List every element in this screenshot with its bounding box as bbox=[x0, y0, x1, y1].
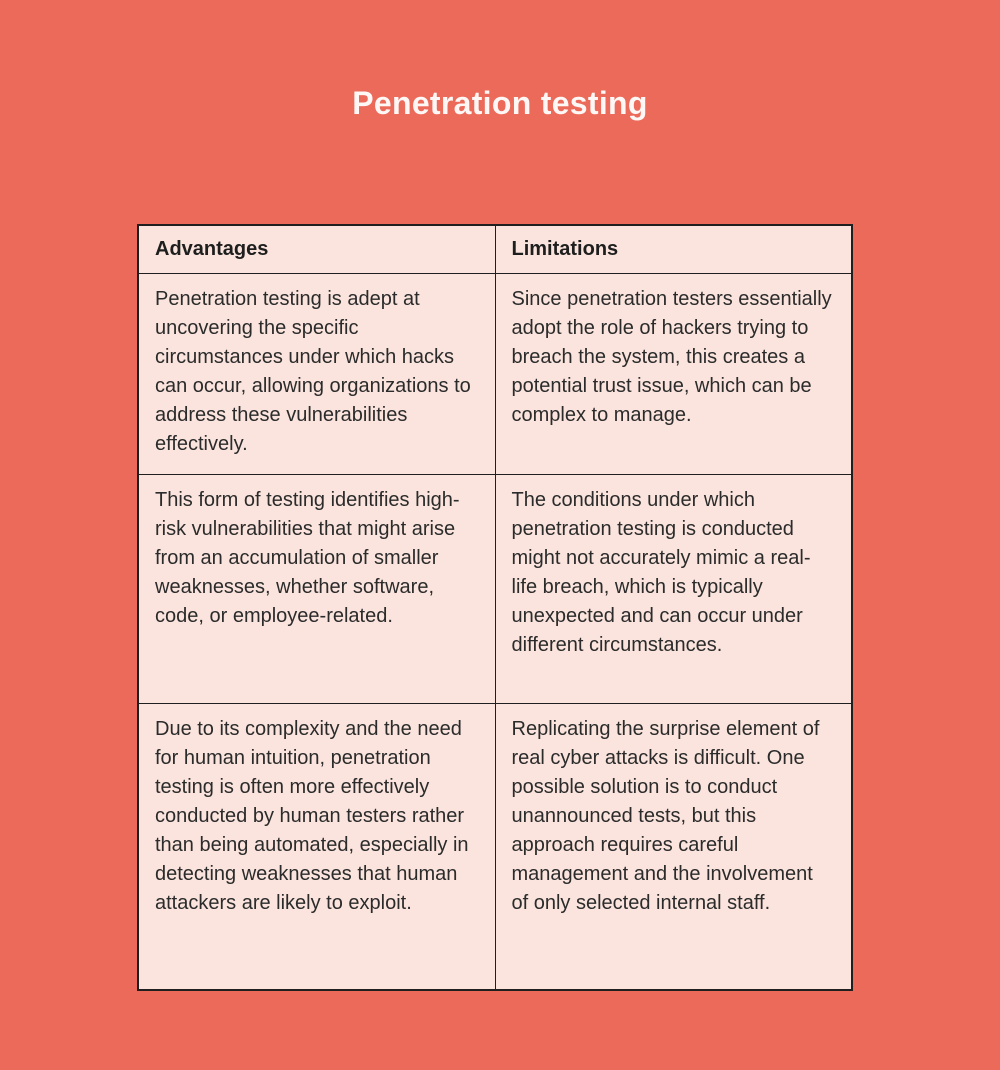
table-row bbox=[138, 273, 852, 474]
comparison-table bbox=[137, 224, 853, 991]
limitations-cell-3: Replicating the surprise element of real cyber attacks is difficult. One possible solution is to conduct unannounced tests, but this approach requires careful management and the involvement of only selected internal staff. bbox=[495, 703, 852, 990]
advantages-cell-3: Due to its complexity and the need for human intuition, penetration testing is often more effectively conducted by human testers rather than being automated, especially in detecting weaknesses that human attackers are likely to exploit. bbox=[138, 703, 495, 990]
column-header-limitations: Limitations bbox=[495, 225, 852, 273]
advantages-cell-1: Penetration testing is adept at uncovering the specific circumstances under which hacks can occur, allowing organizations to address these vulnerabilities effectively. bbox=[138, 273, 495, 474]
limitations-cell-2: The conditions under which penetration testing is conducted might not accurately mimic a real-life breach, which is typically unexpected and can occur under different circumstances. bbox=[495, 474, 852, 703]
table-row bbox=[138, 703, 852, 990]
limitations-cell-1: Since penetration testers essentially adopt the role of hackers trying to breach the system, this creates a potential trust issue, which can be complex to manage. bbox=[495, 273, 852, 474]
column-header-advantages: Advantages bbox=[138, 225, 495, 273]
table-row bbox=[138, 474, 852, 703]
table-header-row bbox=[138, 225, 852, 273]
advantages-cell-2: This form of testing identifies high-risk vulnerabilities that might arise from an accumulation of smaller weaknesses, whether software, code, or employee-related. bbox=[138, 474, 495, 703]
page-title: Penetration testing bbox=[352, 85, 648, 121]
